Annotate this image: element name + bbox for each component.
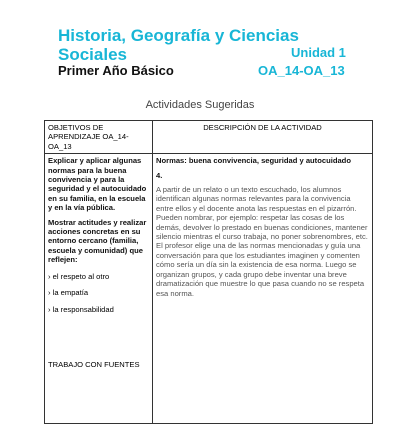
activities-table bbox=[44, 120, 373, 424]
attitude-item: › el respeto al otro bbox=[48, 271, 110, 281]
objective-oa14: Explicar y aplicar algunas normas para la buena convivencia y para la seguridad y el autocuidado en su familia, en la escuela y en la vía pública. bbox=[48, 156, 147, 213]
objectives-cell bbox=[45, 154, 153, 424]
attitude-item: › la responsabilidad bbox=[48, 304, 114, 314]
activity-cell bbox=[153, 154, 373, 424]
grade-level: Primer Año Básico bbox=[58, 63, 174, 78]
activity-title: Normas: buena convivencia, seguridad y autocuidado bbox=[156, 156, 351, 166]
objectives-header: OBJETIVOS DE APRENDIZAJE OA_14-OA_13 bbox=[45, 121, 153, 154]
table-header-row bbox=[45, 121, 373, 154]
next-section-label: TRABAJO CON FUENTES bbox=[48, 359, 140, 369]
objective-oa13: Mostrar actitudes y realizar acciones concretas en su entorno cercano (familia, escuela y comunidad) que reflejen: bbox=[48, 217, 147, 265]
subject-title: Historia, Geografía y Ciencias Sociales bbox=[58, 26, 299, 64]
activity-number: 4. bbox=[156, 170, 163, 180]
attitude-item: › la empatía bbox=[48, 288, 89, 298]
activity-text: A partir de un relato o un texto escuchado, los alumnos identifican algunas normas relevantes para la convivencia entre ellos y el docente anota las respuestas en el pizarrón. Pueden nombrar, por ejemplo: respetar las cosas de los demás, devolver lo prestado en buenas condiciones, mantener silencio mientras el curso trabaja, no poner sobrenombres, etc. El profesor elige una de las normas mencionadas y guía una conversación para que los estudiantes imaginen y comenten cómo sería un día sin la existencia de esa norma. Luego se organizan grupos, y cada grupo debe inventar una breve dramatización que muestre lo que pasa cuando no se respeta esa norma. bbox=[156, 185, 368, 298]
description-header: DESCRIPCIÓN DE LA ACTIVIDAD bbox=[153, 121, 373, 154]
section-title: Actividades Sugeridas bbox=[145, 99, 255, 111]
unit-label: Unidad 1 bbox=[291, 45, 346, 60]
oa-range: OA_14-OA_13 bbox=[258, 63, 345, 78]
table-row bbox=[45, 154, 373, 424]
